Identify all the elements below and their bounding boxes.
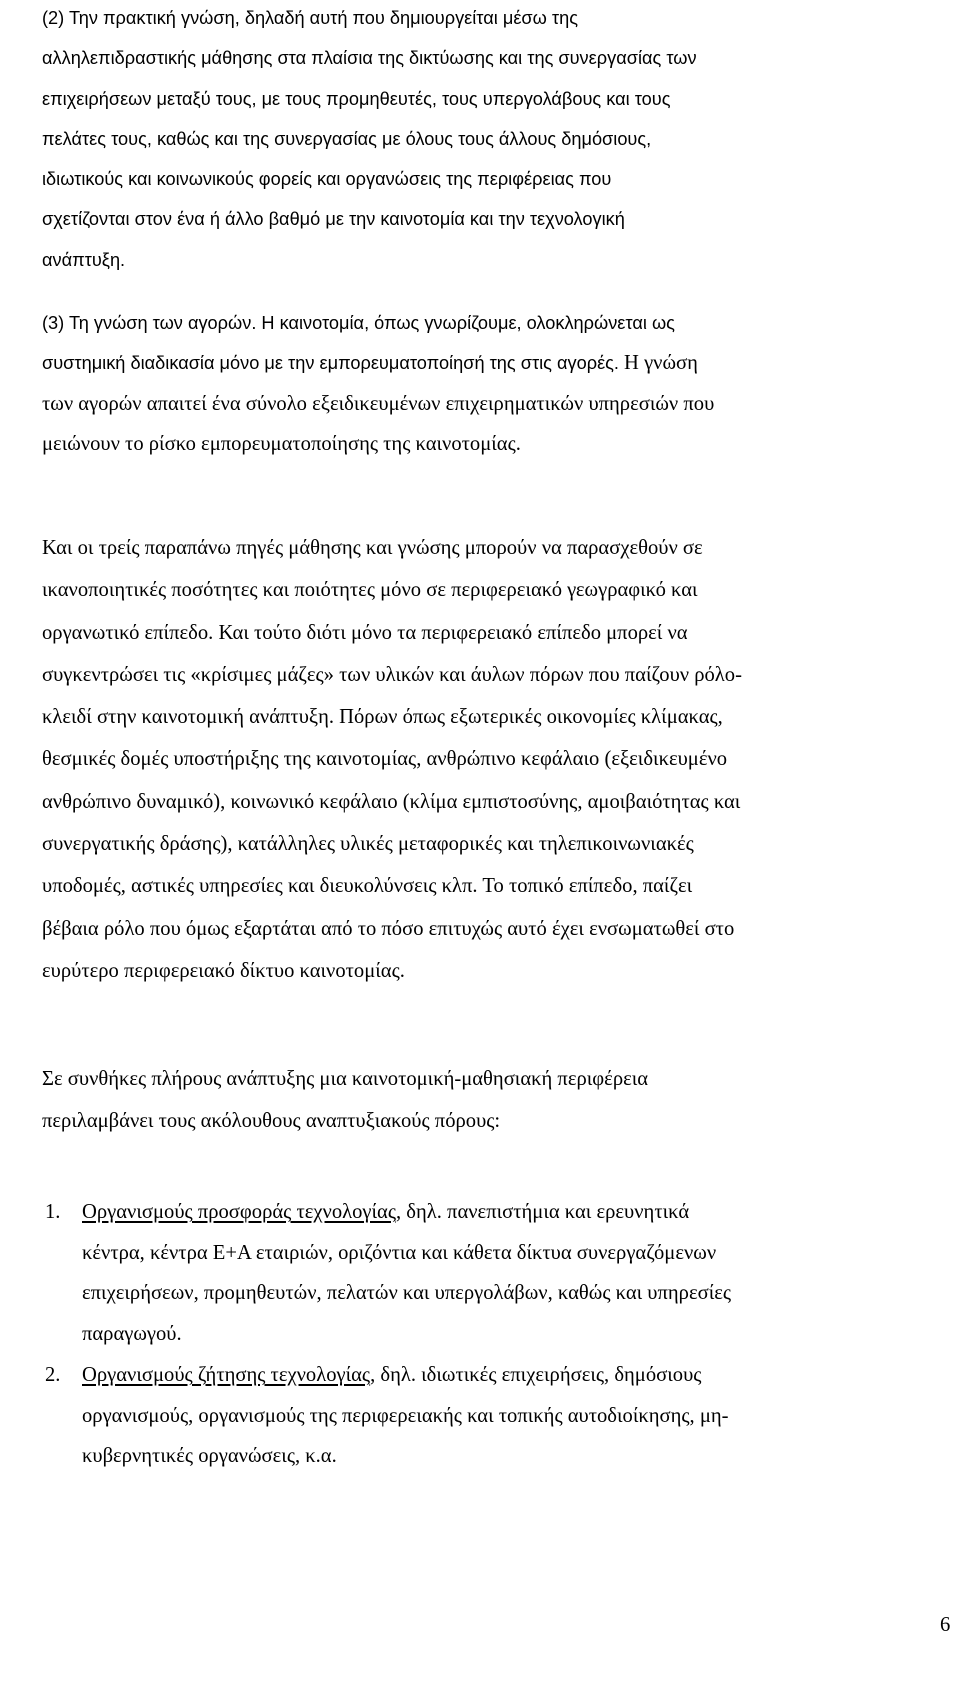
text-line: συνεργατικής δράσης), κατάλληλες υλικές μεταφορικές και τηλεπικοινωνιακές — [42, 833, 694, 856]
text-line: επιχειρήσεων μεταξύ τους, με τους προμηθευτές, τους υπεργολάβους και τους — [42, 88, 671, 109]
text-run: , δηλ. ιδιωτικές επιχειρήσεις, δημόσιους — [370, 1364, 702, 1386]
text-run: συστημική διαδικασία μόνο με την εμπορευματοποίησή της στις αγορές. — [42, 353, 625, 374]
list-item-term: Οργανισμούς προσφοράς τεχνολογίας — [82, 1201, 396, 1223]
text-line: μειώνουν το ρίσκο εμπορευματοποίησης της καινοτομίας. — [42, 432, 521, 455]
text-line: ανάπτυξη. — [42, 249, 126, 270]
list-number: 1. — [45, 1201, 61, 1223]
text-line: βέβαια ρόλο που όμως εξαρτάται από το πόσο επιτυχώς αυτό έχει ενσωματωθεί στο — [42, 917, 735, 940]
text-run: , δηλ. πανεπιστήμια και ερευνητικά — [396, 1201, 690, 1223]
text-line — [82, 1192, 922, 1233]
text-line: θεσμικές δομές υποστήριξης της καινοτομίας, ανθρώπινο κεφάλαιο (εξειδικευμένο — [42, 748, 728, 771]
text-line: Σε συνθήκες πλήρους ανάπτυξης μια καινοτομική-μαθησιακή περιφέρεια — [42, 1068, 649, 1090]
text-line: Και οι τρείς παραπάνω πηγές μάθησης και γνώσης μπορούν να παρασχεθούν σε — [42, 537, 703, 559]
paragraph-practical-knowledge — [42, 0, 922, 280]
page-number: 6 — [940, 1614, 951, 1636]
list-number: 2. — [45, 1364, 61, 1386]
paragraph-development-conditions — [42, 1058, 922, 1143]
text-line: οργανισμούς, οργανισμούς της περιφερειακής και τοπικής αυτοδιοίκησης, μη- — [82, 1404, 729, 1427]
text-line: οργανωτικό επίπεδο. Και τούτο διότι μόνο τα περιφερειακό επίπεδο μπορεί να — [42, 621, 688, 644]
paragraph-learning-sources — [42, 527, 922, 992]
text-line: υποδομές, αστικές υπηρεσίες και διευκολύνσεις κλπ. Το τοπικό επίπεδο, παίζει — [42, 875, 693, 898]
text-line: αλληλεπιδραστικής μάθησης στα πλαίσια της δικτύωσης και της συνεργασίας των — [42, 48, 697, 69]
list-item-term: Οργανισμούς ζήτησης τεχνολογίας — [82, 1364, 371, 1386]
text-line: σχετίζονται στον ένα ή άλλο βαθμό με την καινοτομία και την τεχνολογική — [42, 209, 625, 230]
text-run: Η γνώση — [624, 352, 698, 375]
text-line: (2) Την πρακτική γνώση, δηλαδή αυτή που δημιουργείται μέσω της — [42, 8, 578, 28]
text-line: κυβερνητικές οργανώσεις, κ.α. — [82, 1445, 337, 1468]
text-line — [82, 1355, 922, 1396]
text-line: επιχειρήσεων, προμηθευτών, πελατών και υπεργολάβων, καθώς και υπηρεσίες — [82, 1282, 732, 1305]
text-line: πελάτες τους, καθώς και της συνεργασίας με όλους τους άλλους δημόσιους, — [42, 128, 652, 149]
text-line: κλειδί στην καινοτομική ανάπτυξη. Πόρων όπως εξωτερικές οικονομίες κλίμακας, — [42, 706, 723, 729]
text-line: ευρύτερο περιφερειακό δίκτυο καινοτομίας. — [42, 959, 405, 982]
text-line: συγκεντρώσει τις «κρίσιμες μάζες» των υλικών και άυλων πόρων που παίζουν ρόλο- — [42, 663, 742, 686]
text-line: (3) Τη γνώση των αγορών. Η καινοτομία, όπως γνωρίζουμε, ολοκληρώνεται ως — [42, 313, 675, 333]
text-line: κέντρα, κέντρα Ε+Α εταιριών, οριζόντια και κάθετα δίκτυα συνεργαζόμενων — [82, 1241, 717, 1264]
text-line: περιλαμβάνει τους ακόλουθους αναπτυξιακούς πόρους: — [42, 1110, 501, 1133]
text-line: ανθρώπινο δυναμικό), κοινωνικό κεφάλαιο (κλίμα εμπιστοσύνης, αμοιβαιότητας και — [42, 790, 741, 813]
text-line: των αγορών απαιτεί ένα σύνολο εξειδικευμένων επιχειρηματικών υπηρεσιών που — [42, 392, 715, 415]
text-line: ιδιωτικούς και κοινωνικούς φορείς και οργανώσεις της περιφέρειας που — [42, 169, 612, 190]
paragraph-market-knowledge — [42, 303, 922, 464]
list-item-body — [82, 1192, 922, 1354]
text-line — [42, 343, 922, 383]
text-line: ικανοποιητικές ποσότητες και ποιότητες μόνο σε περιφερειακό γεωγραφικό και — [42, 579, 698, 602]
list-item-body — [82, 1355, 922, 1477]
text-line: παραγωγού. — [82, 1322, 182, 1345]
